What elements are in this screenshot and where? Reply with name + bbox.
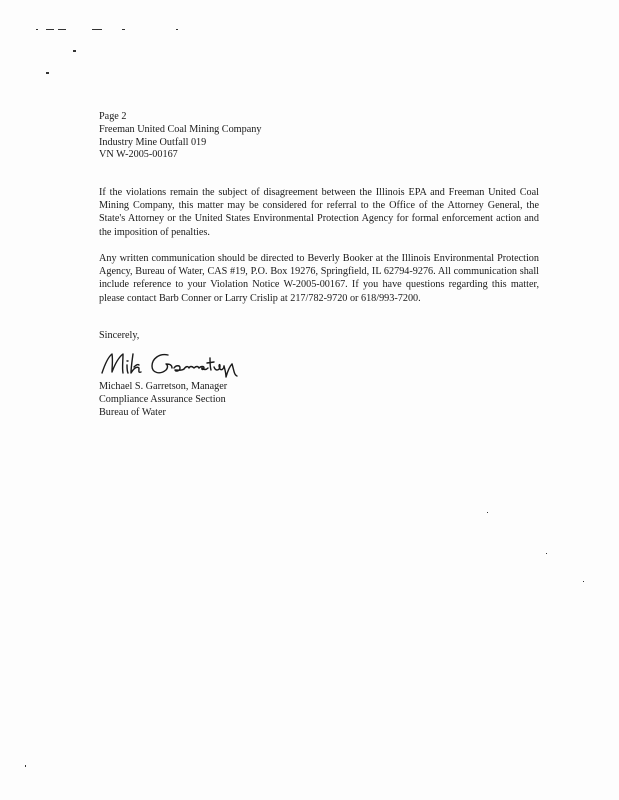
signer-section: Compliance Assurance Section	[99, 393, 226, 405]
page-header	[99, 111, 261, 162]
signer-block	[99, 381, 227, 419]
scan-speck	[46, 72, 49, 74]
scan-speck	[36, 29, 38, 30]
body-paragraph-1: If the violations remain the subject of disagreement between the Illinois EPA and Freeman United Coal Mining Company, this matter may be considered for referral to the Office of the Attorney General, the State's Attorney or the United States Environmental Protection Agency for formal enforcement action and the imposition of penalties.	[99, 187, 539, 238]
page-label: Page 2	[99, 111, 127, 122]
company-name: Freeman United Coal Mining Company	[99, 123, 262, 135]
scan-speck	[73, 50, 76, 52]
scan-speck	[176, 29, 178, 30]
scan-speck	[58, 29, 66, 30]
scan-speck	[487, 512, 488, 513]
scan-speck	[546, 553, 547, 554]
body-paragraph-2: Any written communication should be directed to Beverly Booker at the Illinois Environmental Protection Agency, Bureau of Water, CAS #19, P.O. Box 19276, Springfield, IL 62794-9276. All communication shall include reference to your Violation Notice W-2005-00167. If you have questions regarding this matter, please contact Barb Conner or Larry Crislip at 217/782-9720 or 618/993-7200.	[99, 253, 539, 304]
facility-name: Industry Mine Outfall 019	[99, 136, 207, 148]
scan-speck	[92, 29, 102, 30]
scan-speck	[25, 765, 26, 767]
handwritten-signature	[96, 346, 266, 382]
violation-notice-number: VN W-2005-00167	[99, 149, 178, 161]
signer-bureau: Bureau of Water	[99, 406, 166, 418]
signer-name-title: Michael S. Garretson, Manager	[99, 381, 228, 392]
scan-speck	[46, 29, 54, 30]
scan-speck	[583, 581, 584, 582]
closing-salutation: Sincerely,	[99, 330, 140, 341]
scan-speck	[122, 29, 125, 30]
